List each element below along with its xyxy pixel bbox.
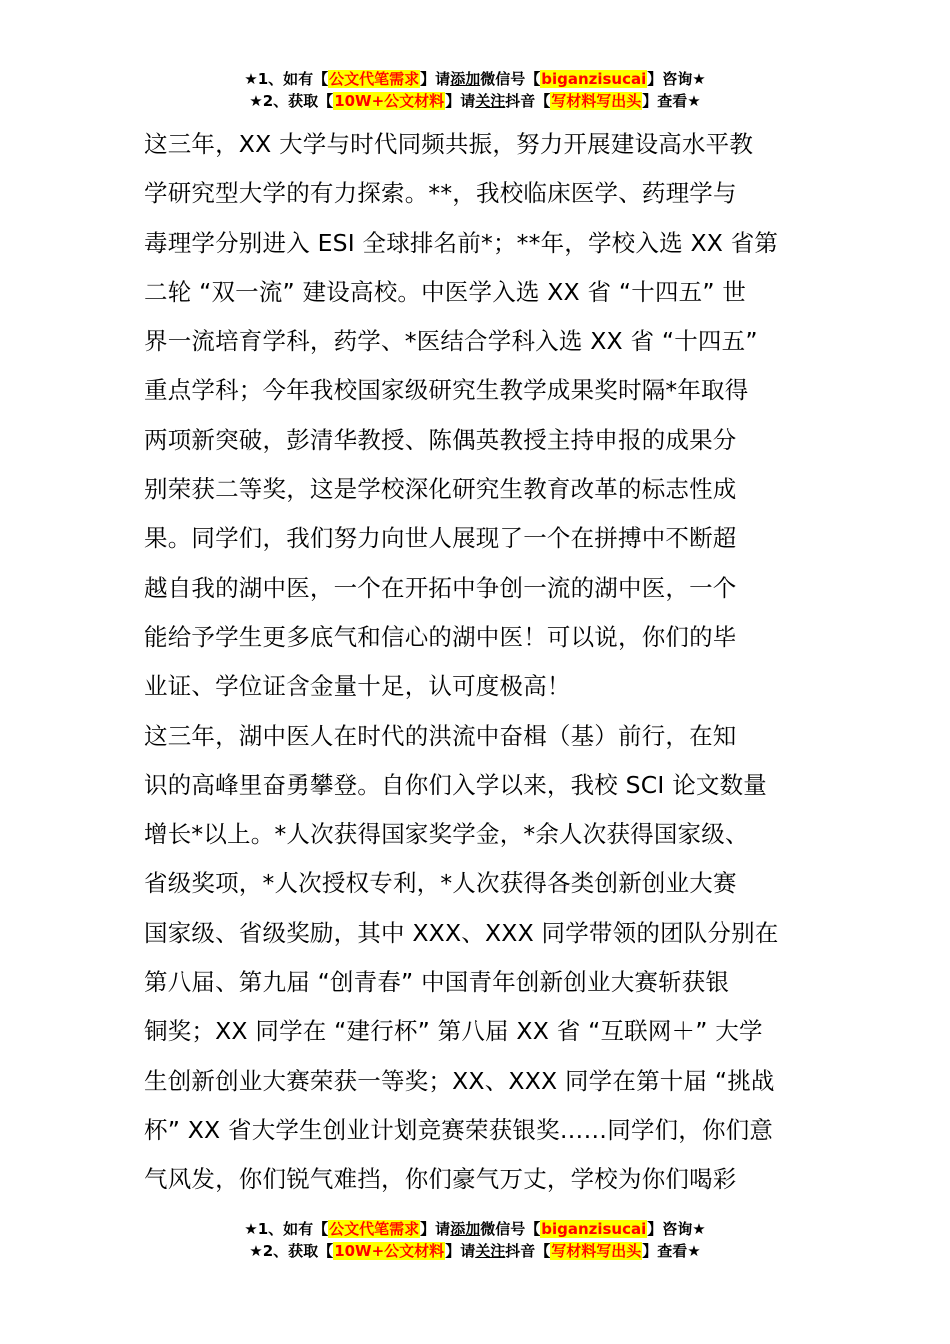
header-highlight-wechat-id: biganzisucai [541, 70, 647, 88]
body-line: 国家级、省级奖励，其中 XXX、XXX 同学带领的团队分别在 [144, 918, 779, 947]
body-line: 两项新突破，彭清华教授、陈偶英教授主持申报的成果分 [144, 425, 737, 454]
header-highlight-service: 公文代笔需求 [329, 70, 420, 88]
header-line-1-text: 】请 [420, 70, 451, 88]
footer-highlight-materials: 10W+公文材料 [334, 1242, 445, 1260]
header-line-1 [0, 68, 950, 90]
footer-line-1-suffix: 】咨询★ [647, 1220, 706, 1238]
footer-highlight-service: 公文代笔需求 [329, 1220, 420, 1238]
footer-highlight-wechat-id: biganzisucai [541, 1220, 647, 1238]
footer-underline-add: 添加 [450, 1220, 481, 1238]
footer-underline-follow: 关注 [475, 1242, 506, 1260]
footer-highlight-douyin-id: 写材料写出头 [551, 1242, 642, 1260]
document-body [144, 120, 808, 1205]
body-line: 能给予学生更多底气和信心的湖中医！可以说，你们的毕 [144, 622, 737, 651]
body-line: 越自我的湖中医，一个在开拓中争创一流的湖中医，一个 [144, 573, 737, 602]
footer-line-1 [0, 1218, 950, 1240]
body-line: 二轮 “双一流” 建设高校。中医学入选 XX 省 “十四五” 世 [144, 277, 747, 306]
footer-line-2-text-2: 抖音【 [505, 1242, 551, 1260]
header-line-2-text-2: 抖音【 [505, 92, 551, 110]
body-line: 识的高峰里奋勇攀登。自你们入学以来，我校 SCI 论文数量 [144, 770, 767, 799]
header-line-1-text-2: 微信号【 [480, 70, 541, 88]
header-highlight-douyin-id: 写材料写出头 [551, 92, 642, 110]
body-line: 毒理学分别进入 ESI 全球排名前*；**年，学校入选 XX 省第 [144, 228, 779, 257]
header-highlight-materials: 10W+公文材料 [334, 92, 445, 110]
body-line: 果。同学们，我们努力向世人展现了一个在拼搏中不断超 [144, 524, 737, 553]
footer-line-2-text: 】请 [445, 1242, 476, 1260]
footer-banner [0, 1218, 950, 1262]
footer-line-2 [0, 1240, 950, 1262]
body-line: 界一流培育学科，药学、*医结合学科入选 XX 省 “十四五” [144, 327, 758, 356]
body-line: 气风发，你们锐气难挡，你们豪气万丈，学校为你们喝彩 [144, 1165, 737, 1194]
footer-line-1-text-2: 微信号【 [480, 1220, 541, 1238]
body-line: 别荣获二等奖，这是学校深化研究生教育改革的标志性成 [144, 475, 737, 504]
body-line: 杯” XX 省大学生创业计划竞赛荣获银奖……同学们，你们意 [144, 1115, 774, 1144]
body-line: 生创新创业大赛荣获一等奖；XX、XXX 同学在第十届 “挑战 [144, 1066, 775, 1095]
body-line: 这三年，湖中医人在时代的洪流中奋楫（基）前行，在知 [144, 721, 737, 750]
header-line-2 [0, 90, 950, 112]
body-line: 增长*以上。*人次获得国家奖学金，*余人次获得国家级、 [144, 820, 749, 849]
header-banner [0, 68, 950, 112]
body-line: 铜奖；XX 同学在 “建行杯” 第八届 XX 省 “互联网＋” 大学 [144, 1017, 763, 1046]
header-line-1-prefix: ★1、如有【 [244, 70, 329, 88]
footer-line-2-prefix: ★2、获取【 [249, 1242, 334, 1260]
footer-line-1-text: 】请 [420, 1220, 451, 1238]
header-underline-add: 添加 [450, 70, 481, 88]
body-line: 这三年，XX 大学与时代同频共振，努力开展建设高水平教 [144, 130, 754, 158]
footer-line-2-suffix: 】查看★ [642, 1242, 701, 1260]
header-line-2-text: 】请 [445, 92, 476, 110]
body-line: 重点学科；今年我校国家级研究生教学成果奖时隔*年取得 [144, 376, 749, 405]
header-line-1-suffix: 】咨询★ [647, 70, 706, 88]
body-line: 学研究型大学的有力探索。**，我校临床医学、药理学与 [144, 179, 737, 208]
footer-line-1-prefix: ★1、如有【 [244, 1220, 329, 1238]
header-line-2-prefix: ★2、获取【 [249, 92, 334, 110]
header-underline-follow: 关注 [475, 92, 506, 110]
header-line-2-suffix: 】查看★ [642, 92, 701, 110]
body-line: 省级奖项，*人次授权专利，*人次获得各类创新创业大赛 [144, 869, 737, 898]
body-line: 业证、学位证含金量十足，认可度极高！ [144, 672, 571, 701]
body-line: 第八届、第九届 “创青春” 中国青年创新创业大赛斩获银 [144, 968, 730, 997]
